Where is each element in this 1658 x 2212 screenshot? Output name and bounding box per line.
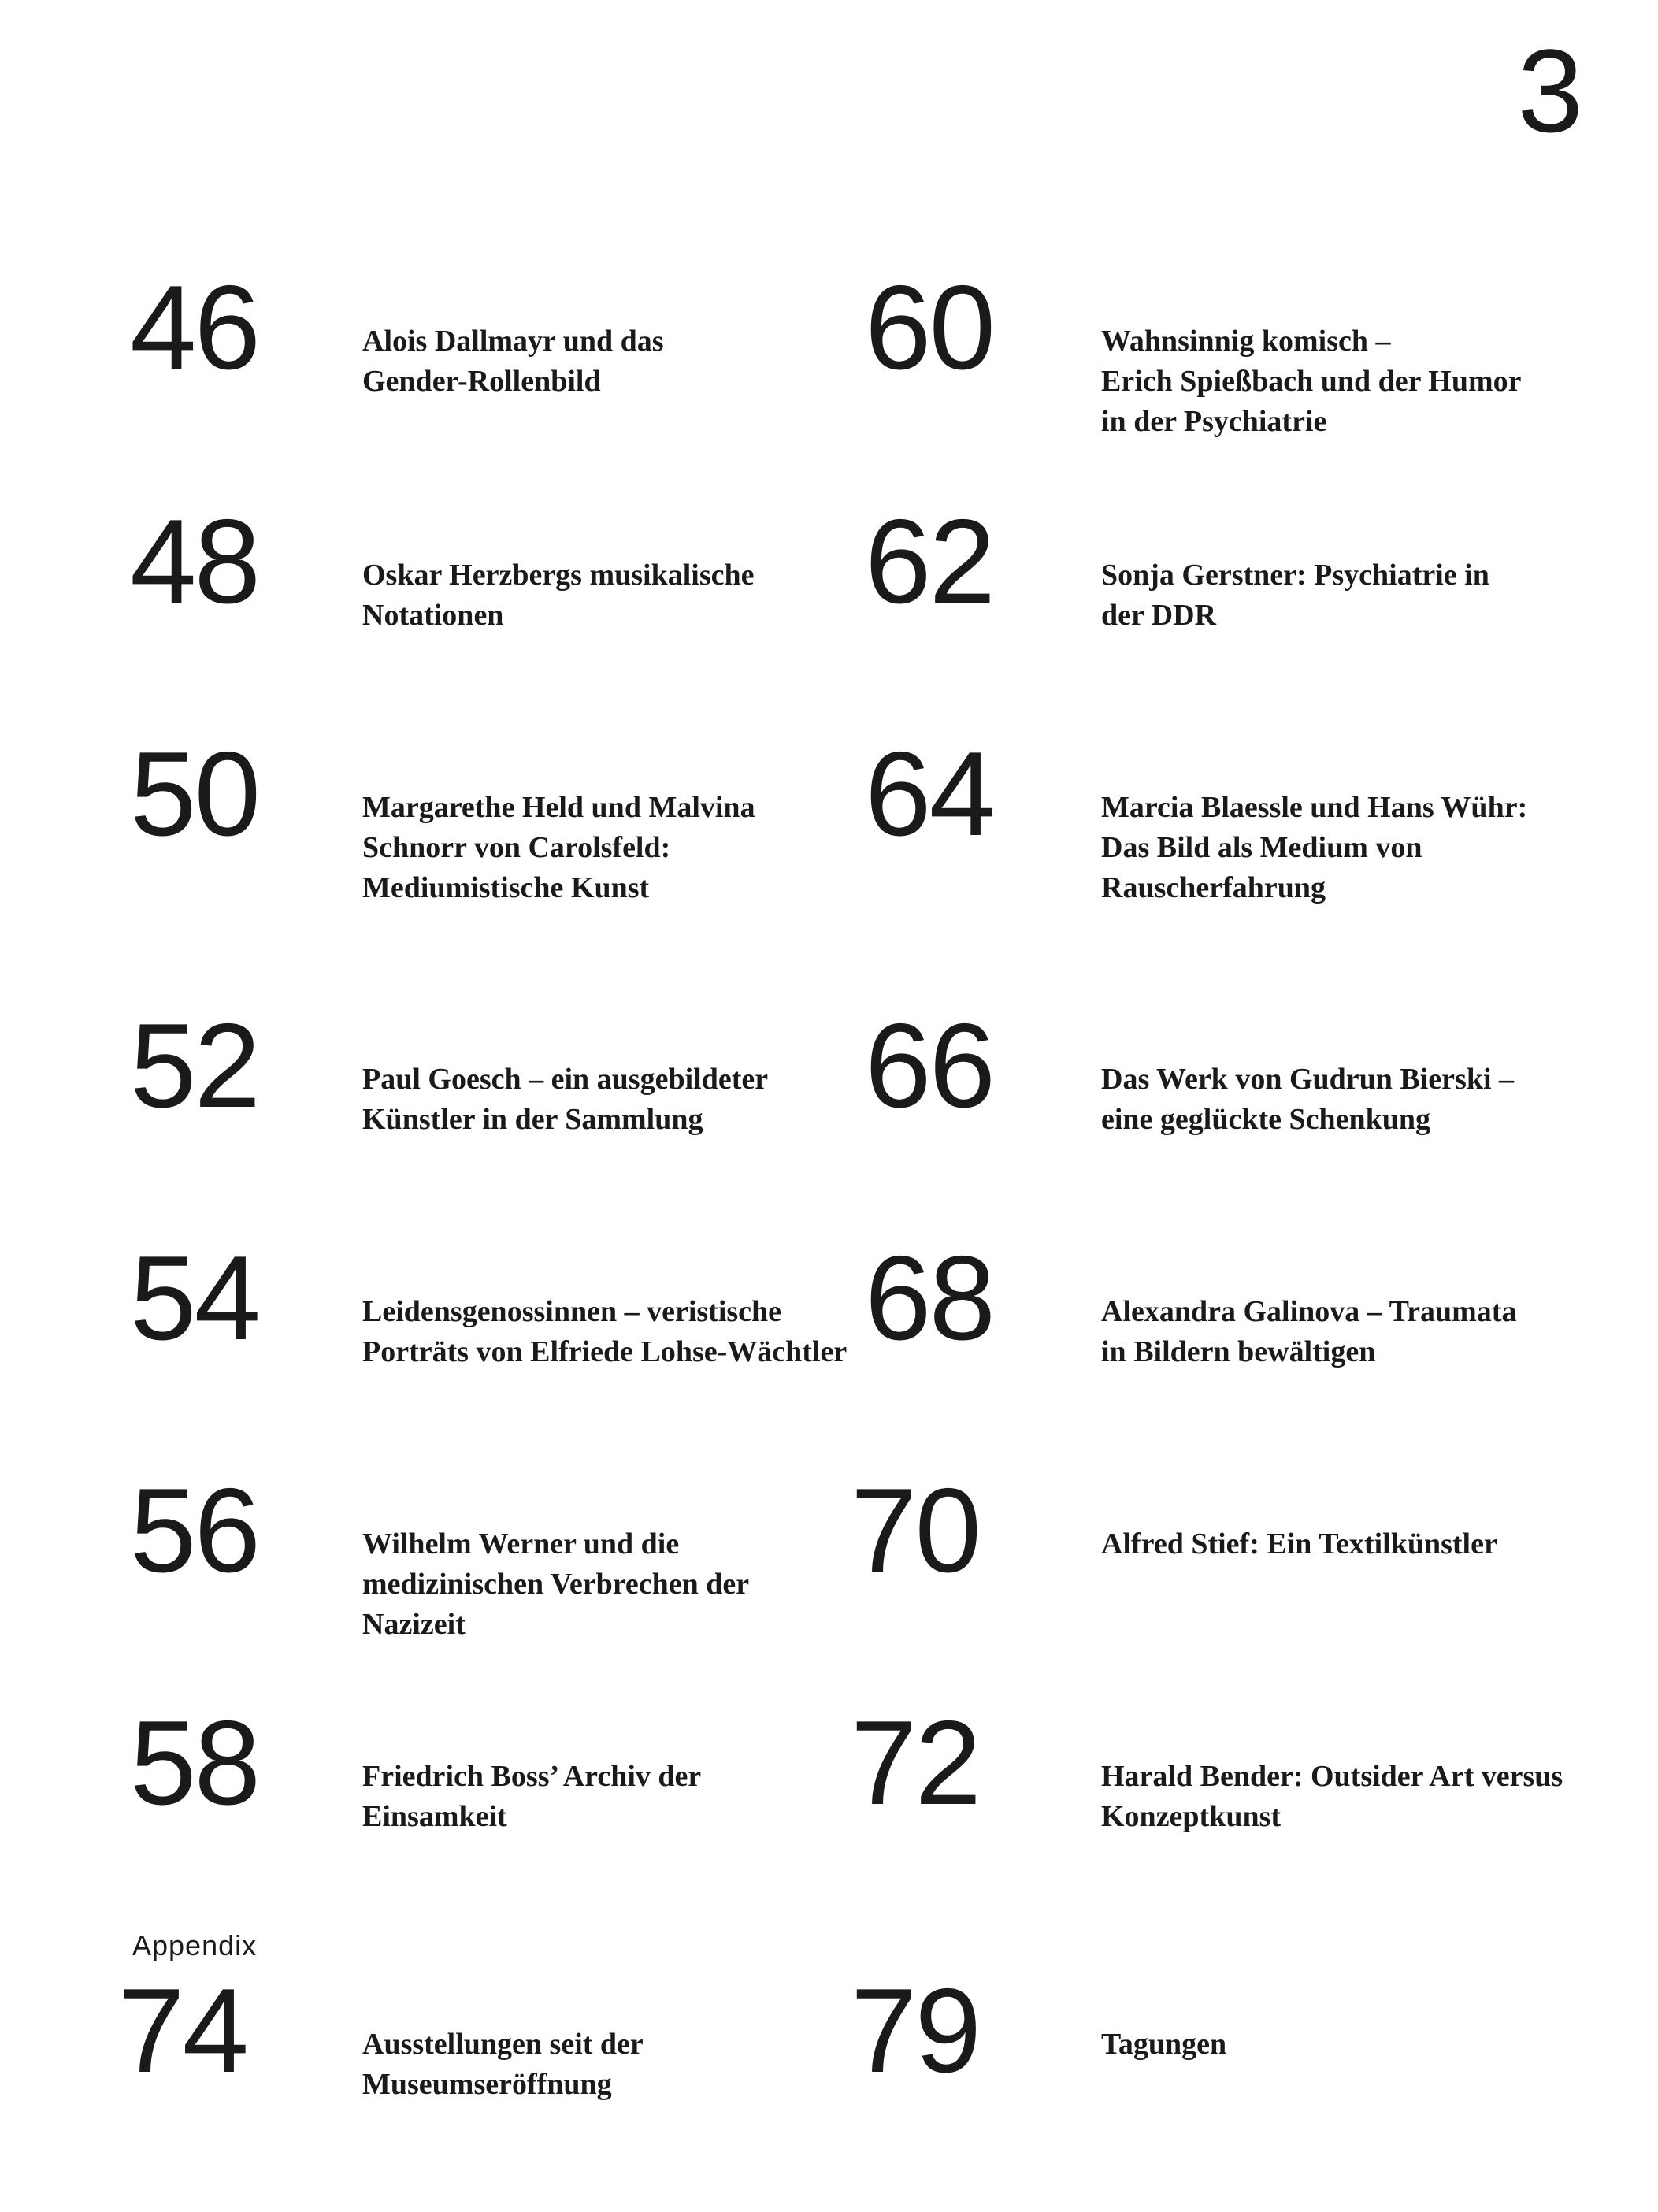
toc-title: Harald Bender: Outsider Art versus Konzeptkunst — [1101, 1760, 1563, 1833]
toc-page-number: 50 — [130, 727, 259, 861]
toc-page-number: 62 — [865, 495, 994, 629]
toc-page-number: 70 — [851, 1464, 980, 1598]
toc-title: Ausstellungen seit der Museumseröffnung — [362, 2028, 644, 2101]
toc-page-number: 54 — [130, 1231, 259, 1365]
toc-title: Marcia Blaessle und Hans Wühr: Das Bild als Medium von Rauscherfahrung — [1101, 791, 1528, 904]
toc-page-number: 74 — [118, 1964, 247, 2098]
toc-title: Wahnsinnig komisch – Erich Spießbach und der Humor in der Psychiatrie — [1101, 325, 1522, 438]
toc-page-number: 79 — [851, 1964, 980, 2098]
toc-title: Tagungen — [1101, 2028, 1227, 2061]
toc-page-number: 58 — [130, 1696, 259, 1830]
toc-page-number: 48 — [130, 495, 259, 629]
toc-page-number: 60 — [865, 261, 994, 395]
toc-page-number: 56 — [130, 1464, 259, 1598]
toc-page-number: 64 — [865, 727, 994, 861]
toc-title: Sonja Gerstner: Psychiatrie in der DDR — [1101, 559, 1489, 632]
appendix-label: Appendix — [132, 1929, 258, 1961]
toc-page-number: 72 — [851, 1696, 980, 1830]
toc-page-number: 46 — [130, 261, 259, 395]
toc-page-number: 68 — [865, 1231, 994, 1365]
toc-title: Das Werk von Gudrun Bierski – eine geglückte Schenkung — [1101, 1063, 1515, 1136]
toc-page-number: 66 — [865, 999, 994, 1133]
toc-title: Wilhelm Werner und die medizinischen Verbrechen der Nazizeit — [362, 1527, 750, 1641]
toc-title: Alexandra Galinova – Traumata in Bildern bewältigen — [1101, 1295, 1517, 1368]
toc-title: Oskar Herzbergs musikalische Notationen — [362, 559, 755, 632]
page-number: 3 — [1517, 24, 1583, 157]
toc-title: Alfred Stief: Ein Textilkünstler — [1101, 1527, 1497, 1561]
toc-title: Paul Goesch – ein ausgebildeter Künstler in der Sammlung — [362, 1063, 769, 1136]
toc-title: Alois Dallmayr und das Gender-Rollenbild — [362, 325, 664, 398]
toc-title: Friedrich Boss’ Archiv der Einsamkeit — [362, 1760, 702, 1833]
toc-title: Margarethe Held und Malvina Schnorr von Carolsfeld: Mediumistische Kunst — [362, 791, 755, 904]
toc-page-number: 52 — [130, 999, 259, 1133]
toc-title: Leidensgenossinnen – veristische Porträts von Elfriede Lohse-Wächtler — [362, 1295, 848, 1368]
